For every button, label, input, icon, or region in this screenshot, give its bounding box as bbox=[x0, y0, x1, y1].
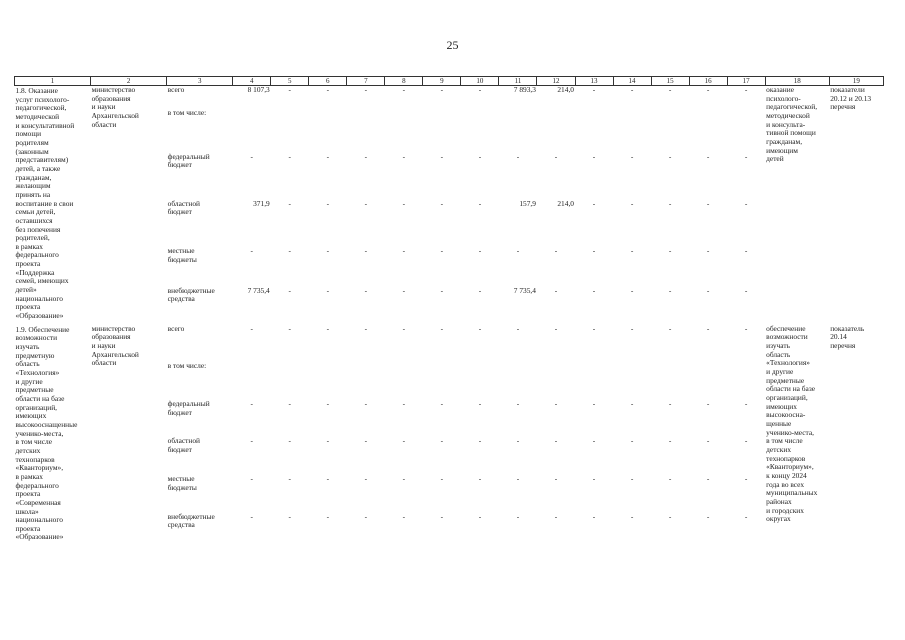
amount-cell: - bbox=[630, 246, 634, 256]
amount-cell: - bbox=[668, 198, 672, 208]
executor-cell: министерство образования и науки Архангельской области bbox=[91, 85, 139, 129]
amount-cell: - bbox=[706, 473, 710, 483]
column-number-3: 3 bbox=[167, 77, 233, 86]
amount-cell: - bbox=[592, 246, 596, 256]
amount-cell: - bbox=[554, 323, 558, 333]
amount-cell: 7 893,3 bbox=[513, 85, 536, 94]
amount-cell: - bbox=[554, 473, 558, 483]
column-number-17: 17 bbox=[727, 77, 765, 86]
event-name-cell: 1.9. Обеспечение возможности изучать предметную область «Технология» и другие предметные области на базе организаций, имеющих высокооснащенные ученико-места, в том числе детских технопарков «Кванториум», в рамках федерального проекта «Современная школа» национального проекта «Образование» bbox=[15, 324, 78, 542]
amount-cell: - bbox=[744, 198, 748, 208]
funding-source-cell: федеральный бюджет bbox=[167, 151, 210, 170]
column-number-7: 7 bbox=[347, 77, 385, 86]
amount-cell: - bbox=[706, 198, 710, 208]
amount-cell bbox=[233, 362, 271, 400]
amount-cell bbox=[537, 362, 575, 400]
expected-result-cell: оказание психолого- педагогической, методической и консульта- тивной помощи гражданам, имеющим детей bbox=[766, 85, 818, 164]
amount-cell: - bbox=[554, 398, 558, 408]
amount-cell: - bbox=[288, 436, 291, 446]
amount-cell: 8 107,3 bbox=[247, 85, 270, 94]
column-number-18: 18 bbox=[765, 77, 829, 86]
amount-cell bbox=[385, 362, 423, 400]
column-number-4: 4 bbox=[233, 77, 271, 86]
amount-cell bbox=[347, 109, 385, 152]
amount-cell: - bbox=[630, 85, 634, 94]
amount-cell: - bbox=[668, 436, 672, 446]
program-table bbox=[14, 76, 884, 542]
amount-cell: - bbox=[668, 85, 672, 94]
amount-cell: - bbox=[364, 511, 368, 521]
amount-cell: - bbox=[554, 151, 558, 161]
amount-cell: - bbox=[478, 151, 482, 161]
amount-cell: - bbox=[516, 398, 520, 408]
event-name-cell: 1.8. Оказание услуг психолого- педагогической, методической и консультативной помощи родителям (законным представителям) детей, а также гражданам, желающим принять на воспитание в свои семьи детей, оставшихся без попечения родителей, в рамках федерального проекта «Поддержка семей, имеющих детей» национального проекта «Образование» bbox=[15, 86, 75, 321]
amount-cell: - bbox=[630, 473, 634, 483]
indicator-cell: показатель 20.14 перечня bbox=[830, 323, 865, 351]
amount-cell: - bbox=[630, 436, 634, 446]
amount-cell: - bbox=[478, 398, 482, 408]
amount-cell: - bbox=[402, 398, 406, 408]
funding-source-cell: всего bbox=[167, 323, 185, 333]
amount-cell: - bbox=[250, 398, 253, 408]
amount-cell: - bbox=[288, 511, 291, 521]
amount-cell: - bbox=[326, 436, 330, 446]
table-row bbox=[15, 86, 884, 110]
amount-cell: - bbox=[288, 398, 291, 408]
amount-cell: - bbox=[668, 511, 672, 521]
amount-cell: - bbox=[326, 151, 330, 161]
amount-cell: - bbox=[288, 323, 291, 333]
amount-cell: - bbox=[706, 398, 710, 408]
amount-cell: - bbox=[744, 323, 748, 333]
amount-cell: - bbox=[554, 511, 558, 521]
table-body bbox=[15, 86, 884, 543]
amount-cell: - bbox=[630, 285, 634, 295]
column-number-10: 10 bbox=[461, 77, 499, 86]
amount-cell: 214,0 bbox=[557, 85, 574, 94]
amount-cell bbox=[727, 362, 765, 400]
amount-cell: - bbox=[440, 285, 444, 295]
amount-cell: - bbox=[288, 85, 291, 94]
amount-cell: - bbox=[478, 246, 482, 256]
amount-cell: - bbox=[250, 473, 253, 483]
amount-cell: - bbox=[630, 398, 634, 408]
amount-cell: - bbox=[668, 151, 672, 161]
amount-cell: - bbox=[478, 198, 482, 208]
amount-cell: - bbox=[402, 151, 406, 161]
column-number-8: 8 bbox=[385, 77, 423, 86]
amount-cell bbox=[233, 109, 271, 152]
amount-cell: - bbox=[478, 473, 482, 483]
amount-cell: - bbox=[326, 511, 330, 521]
amount-cell: - bbox=[744, 436, 748, 446]
column-number-14: 14 bbox=[613, 77, 651, 86]
amount-cell: - bbox=[440, 398, 444, 408]
amount-cell: - bbox=[326, 323, 330, 333]
amount-cell: - bbox=[364, 398, 368, 408]
header-row bbox=[15, 77, 884, 86]
amount-cell: - bbox=[478, 436, 482, 446]
column-number-5: 5 bbox=[271, 77, 309, 86]
amount-cell: - bbox=[250, 151, 253, 161]
amount-cell: - bbox=[592, 436, 596, 446]
amount-cell: - bbox=[288, 151, 291, 161]
amount-cell: - bbox=[402, 198, 406, 208]
amount-cell: - bbox=[250, 246, 253, 256]
funding-source-cell: внебюджетные средства bbox=[167, 285, 215, 304]
amount-cell bbox=[499, 109, 537, 152]
amount-cell bbox=[651, 109, 689, 152]
funding-source-cell: областной бюджет bbox=[167, 198, 201, 217]
amount-cell: - bbox=[706, 436, 710, 446]
funding-source-cell: местные бюджеты bbox=[167, 246, 197, 264]
amount-cell bbox=[385, 109, 423, 152]
expected-result-cell: обеспечение возможности изучать область «Технология» и другие предметные области на базе организаций, имеющих высокоосна- щенные ученико-места, в том числе детских технопарков «Кванториум», к концу 2024 года во всех муниципальных районах и городских округах bbox=[766, 323, 818, 524]
amount-cell: - bbox=[250, 436, 253, 446]
amount-cell bbox=[575, 109, 613, 152]
amount-cell: - bbox=[402, 285, 406, 295]
amount-cell: - bbox=[478, 511, 482, 521]
amount-cell: - bbox=[630, 511, 634, 521]
column-number-19: 19 bbox=[829, 77, 883, 86]
amount-cell: - bbox=[592, 285, 596, 295]
amount-cell: - bbox=[630, 198, 634, 208]
amount-cell bbox=[651, 362, 689, 400]
funding-source-cell: в том числе: bbox=[167, 108, 207, 118]
amount-cell: 214,0 bbox=[557, 198, 574, 208]
amount-cell: - bbox=[744, 511, 748, 521]
amount-cell bbox=[613, 362, 651, 400]
amount-cell bbox=[537, 109, 575, 152]
column-number-16: 16 bbox=[689, 77, 727, 86]
amount-cell bbox=[613, 109, 651, 152]
amount-cell: - bbox=[516, 473, 520, 483]
amount-cell: - bbox=[250, 511, 253, 521]
column-number-6: 6 bbox=[309, 77, 347, 86]
amount-cell: - bbox=[440, 198, 444, 208]
amount-cell: - bbox=[440, 511, 444, 521]
amount-cell: - bbox=[516, 511, 520, 521]
amount-cell: - bbox=[706, 85, 710, 94]
amount-cell: - bbox=[706, 511, 710, 521]
amount-cell bbox=[499, 362, 537, 400]
amount-cell: - bbox=[364, 85, 368, 94]
amount-cell bbox=[461, 109, 499, 152]
amount-cell: - bbox=[364, 473, 368, 483]
table-row bbox=[15, 325, 884, 363]
amount-cell bbox=[461, 362, 499, 400]
amount-cell: - bbox=[744, 85, 748, 94]
amount-cell: - bbox=[440, 473, 444, 483]
amount-cell: 157,9 bbox=[519, 198, 536, 208]
amount-cell: - bbox=[440, 151, 444, 161]
amount-cell: - bbox=[326, 473, 330, 483]
amount-cell bbox=[423, 362, 461, 400]
amount-cell: - bbox=[592, 151, 596, 161]
amount-cell: - bbox=[744, 151, 748, 161]
funding-source-cell: областной бюджет bbox=[167, 436, 201, 455]
amount-cell bbox=[347, 362, 385, 400]
amount-cell bbox=[309, 109, 347, 152]
amount-cell: - bbox=[554, 436, 558, 446]
amount-cell: 7 735,4 bbox=[513, 285, 536, 295]
amount-cell: - bbox=[706, 285, 710, 295]
column-number-2: 2 bbox=[91, 77, 167, 86]
amount-cell: - bbox=[402, 246, 406, 256]
amount-cell: - bbox=[326, 198, 330, 208]
amount-cell bbox=[271, 109, 309, 152]
amount-cell: - bbox=[554, 246, 558, 256]
amount-cell: 371,9 bbox=[253, 198, 270, 208]
amount-cell: - bbox=[706, 151, 710, 161]
amount-cell: - bbox=[516, 323, 520, 333]
amount-cell: - bbox=[554, 285, 558, 295]
indicator-cell: показатели 20.12 и 20.13 перечня bbox=[830, 85, 872, 112]
amount-cell: - bbox=[478, 285, 482, 295]
column-number-9: 9 bbox=[423, 77, 461, 86]
amount-cell: - bbox=[668, 473, 672, 483]
funding-source-cell: федеральный бюджет bbox=[167, 398, 210, 417]
amount-cell: - bbox=[326, 285, 330, 295]
amount-cell bbox=[423, 109, 461, 152]
amount-cell: - bbox=[592, 85, 596, 94]
amount-cell: - bbox=[364, 198, 368, 208]
amount-cell: - bbox=[288, 285, 291, 295]
amount-cell: - bbox=[288, 246, 291, 256]
amount-cell: - bbox=[440, 436, 444, 446]
amount-cell: - bbox=[706, 246, 710, 256]
amount-cell: - bbox=[668, 398, 672, 408]
executor-cell: министерство образования и науки Архангельской области bbox=[91, 323, 139, 368]
amount-cell: - bbox=[402, 85, 406, 94]
amount-cell: 7 735,4 bbox=[247, 285, 270, 295]
column-number-1: 1 bbox=[15, 77, 91, 86]
funding-source-cell: всего bbox=[167, 85, 185, 94]
amount-cell: - bbox=[440, 246, 444, 256]
amount-cell bbox=[689, 109, 727, 152]
amount-cell: - bbox=[516, 246, 520, 256]
amount-cell: - bbox=[592, 198, 596, 208]
amount-cell bbox=[575, 362, 613, 400]
funding-source-cell: в том числе: bbox=[167, 361, 207, 371]
amount-cell: - bbox=[326, 398, 330, 408]
amount-cell: - bbox=[744, 246, 748, 256]
amount-cell: - bbox=[478, 323, 482, 333]
amount-cell: - bbox=[516, 436, 520, 446]
column-number-12: 12 bbox=[537, 77, 575, 86]
amount-cell: - bbox=[364, 151, 368, 161]
amount-cell: - bbox=[706, 323, 710, 333]
amount-cell: - bbox=[592, 323, 596, 333]
amount-cell: - bbox=[592, 398, 596, 408]
funding-source-cell: местные бюджеты bbox=[167, 473, 197, 492]
amount-cell bbox=[271, 362, 309, 400]
amount-cell: - bbox=[668, 285, 672, 295]
amount-cell: - bbox=[668, 246, 672, 256]
amount-cell: - bbox=[364, 285, 368, 295]
amount-cell: - bbox=[250, 323, 253, 333]
amount-cell: - bbox=[440, 323, 444, 333]
amount-cell: - bbox=[630, 323, 634, 333]
amount-cell: - bbox=[592, 511, 596, 521]
column-number-11: 11 bbox=[499, 77, 537, 86]
amount-cell: - bbox=[744, 285, 748, 295]
amount-cell: - bbox=[592, 473, 596, 483]
amount-cell: - bbox=[326, 246, 330, 256]
amount-cell: - bbox=[440, 85, 444, 94]
page-number: 25 bbox=[446, 38, 459, 52]
amount-cell: - bbox=[402, 323, 406, 333]
column-number-13: 13 bbox=[575, 77, 613, 86]
amount-cell: - bbox=[402, 473, 406, 483]
amount-cell: - bbox=[364, 323, 368, 333]
funding-source-cell: внебюджетные средства bbox=[167, 511, 215, 530]
amount-cell bbox=[309, 362, 347, 400]
amount-cell: - bbox=[402, 436, 406, 446]
amount-cell: - bbox=[744, 473, 748, 483]
amount-cell: - bbox=[744, 398, 748, 408]
amount-cell bbox=[689, 362, 727, 400]
amount-cell bbox=[727, 109, 765, 152]
amount-cell: - bbox=[288, 198, 291, 208]
amount-cell: - bbox=[288, 473, 291, 483]
amount-cell: - bbox=[516, 151, 520, 161]
amount-cell: - bbox=[364, 246, 368, 256]
amount-cell: - bbox=[478, 85, 482, 94]
column-number-15: 15 bbox=[651, 77, 689, 86]
amount-cell: - bbox=[326, 85, 330, 94]
amount-cell: - bbox=[668, 323, 672, 333]
amount-cell: - bbox=[402, 511, 406, 521]
amount-cell: - bbox=[630, 151, 634, 161]
amount-cell: - bbox=[364, 436, 368, 446]
